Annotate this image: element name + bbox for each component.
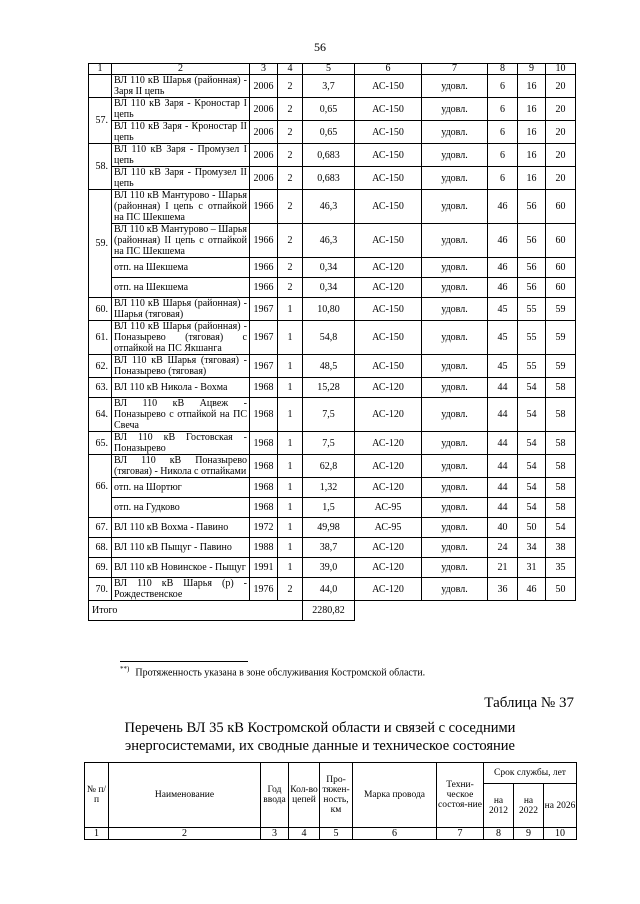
circuits-cell: 1 <box>278 355 303 378</box>
table-row <box>89 498 576 518</box>
footnote-mark: **) <box>120 665 130 673</box>
line-name-cell: ВЛ 110 кВ Заря - Кроностар I цепь <box>112 98 250 121</box>
service-2022-cell: 54 <box>518 378 546 398</box>
circuits-cell: 1 <box>278 538 303 558</box>
circuits-cell: 1 <box>278 432 303 455</box>
table-row <box>89 478 576 498</box>
length-cell: 46,3 <box>303 190 355 224</box>
header-year: Год ввода <box>261 763 289 828</box>
table-row <box>89 432 576 455</box>
header-wire: Марка провода <box>353 763 437 828</box>
year-cell: 1968 <box>250 498 278 518</box>
header-row-1 <box>85 763 577 784</box>
table-row <box>89 378 576 398</box>
length-cell: 39,0 <box>303 558 355 578</box>
circuits-cell: 1 <box>278 378 303 398</box>
table-row <box>89 190 576 224</box>
state-cell: удовл. <box>422 398 488 432</box>
wire-cell: АС-150 <box>355 167 422 190</box>
line-name-cell: отп. на Шортюг <box>112 478 250 498</box>
service-2012-cell: 44 <box>488 398 518 432</box>
service-2022-cell: 55 <box>518 321 546 355</box>
service-2022-cell: 16 <box>518 98 546 121</box>
table-row <box>89 578 576 601</box>
wire-cell: АС-120 <box>355 278 422 298</box>
line-name-cell: ВЛ 110 кВ Никола - Вохма <box>112 378 250 398</box>
service-2012-cell: 44 <box>488 432 518 455</box>
year-cell: 2006 <box>250 121 278 144</box>
length-cell: 0,34 <box>303 278 355 298</box>
length-cell: 0,65 <box>303 121 355 144</box>
row-number-cell: 67. <box>89 518 112 538</box>
wire-cell: АС-150 <box>355 321 422 355</box>
wire-cell: АС-95 <box>355 498 422 518</box>
service-2026-cell: 60 <box>546 258 576 278</box>
row-number-cell: 57. <box>89 98 112 144</box>
wire-cell: АС-120 <box>355 258 422 278</box>
service-2022-cell: 31 <box>518 558 546 578</box>
wire-cell: АС-120 <box>355 378 422 398</box>
header-service-life: Срок службы, лет <box>484 763 577 784</box>
service-2026-cell: 58 <box>546 378 576 398</box>
wire-cell: АС-120 <box>355 478 422 498</box>
table-row <box>89 258 576 278</box>
table-row <box>89 538 576 558</box>
service-2012-cell: 46 <box>488 258 518 278</box>
column-number-row <box>89 64 576 75</box>
service-2026-cell: 38 <box>546 538 576 558</box>
table-row <box>89 558 576 578</box>
service-2022-cell: 16 <box>518 167 546 190</box>
year-cell: 1976 <box>250 578 278 601</box>
state-cell: удовл. <box>422 224 488 258</box>
column-number: 1 <box>85 828 109 840</box>
service-2012-cell: 24 <box>488 538 518 558</box>
header-length: Про-тяжен-ность, км <box>320 763 353 828</box>
length-cell: 3,7 <box>303 75 355 98</box>
service-2026-cell: 20 <box>546 75 576 98</box>
year-cell: 1988 <box>250 538 278 558</box>
header-number: № п/п <box>85 763 109 828</box>
state-cell: удовл. <box>422 578 488 601</box>
line-name-cell: ВЛ 110 кВ Мантурово – Шарья (районная) II цепь с отпайкой на ПС Шекшема <box>112 224 250 258</box>
circuits-cell: 2 <box>278 98 303 121</box>
table-row <box>89 75 576 98</box>
length-cell: 7,5 <box>303 432 355 455</box>
header-circuits: Кол-во цепей <box>289 763 320 828</box>
service-2026-cell: 20 <box>546 144 576 167</box>
year-cell: 1966 <box>250 224 278 258</box>
year-cell: 1966 <box>250 190 278 224</box>
column-number: 5 <box>303 64 355 75</box>
column-number: 2 <box>109 828 261 840</box>
wire-cell: АС-150 <box>355 98 422 121</box>
year-cell: 1968 <box>250 432 278 455</box>
state-cell: удовл. <box>422 121 488 144</box>
circuits-cell: 2 <box>278 121 303 144</box>
line-name-cell: ВЛ 110 кВ Шарья (районная) - Поназырево (тяговая) с отпайкой на ПС Якшанга <box>112 321 250 355</box>
length-cell: 7,5 <box>303 398 355 432</box>
line-name-cell: ВЛ 110 кВ Мантурово - Шарья (районная) I цепь с отпайкой на ПС Шекшема <box>112 190 250 224</box>
length-cell: 48,5 <box>303 355 355 378</box>
wire-cell: АС-95 <box>355 518 422 538</box>
table-row <box>89 98 576 121</box>
column-number: 9 <box>514 828 544 840</box>
service-2026-cell: 59 <box>546 321 576 355</box>
line-name-cell: ВЛ 110 кВ Шарья (р) - Рождественское <box>112 578 250 601</box>
row-number-cell: 63. <box>89 378 112 398</box>
line-name-cell: ВЛ 110 кВ Новинское - Пыщуг <box>112 558 250 578</box>
column-number: 5 <box>320 828 353 840</box>
service-2022-cell: 16 <box>518 75 546 98</box>
table-row <box>89 455 576 478</box>
state-cell: удовл. <box>422 190 488 224</box>
line-name-cell: ВЛ 110 кВ Пыщуг - Павино <box>112 538 250 558</box>
service-2012-cell: 21 <box>488 558 518 578</box>
service-2012-cell: 6 <box>488 167 518 190</box>
line-name-cell: ВЛ 110 кВ Заря - Промузел II цепь <box>112 167 250 190</box>
length-cell: 0,683 <box>303 167 355 190</box>
line-name-cell: ВЛ 110 кВ Вохма - Павино <box>112 518 250 538</box>
service-2026-cell: 20 <box>546 98 576 121</box>
column-number: 10 <box>546 64 576 75</box>
table-row <box>89 355 576 378</box>
wire-cell: АС-150 <box>355 144 422 167</box>
service-2012-cell: 45 <box>488 298 518 321</box>
row-number-cell: 69. <box>89 558 112 578</box>
wire-cell: АС-150 <box>355 355 422 378</box>
circuits-cell: 1 <box>278 398 303 432</box>
service-2026-cell: 54 <box>546 518 576 538</box>
service-2022-cell: 54 <box>518 498 546 518</box>
table-row <box>89 321 576 355</box>
length-cell: 1,5 <box>303 498 355 518</box>
total-value: 2280,82 <box>303 601 355 621</box>
header-service-2022: на 2022 <box>514 784 544 828</box>
state-cell: удовл. <box>422 321 488 355</box>
year-cell: 1968 <box>250 398 278 432</box>
length-cell: 62,8 <box>303 455 355 478</box>
column-number: 8 <box>484 828 514 840</box>
column-number: 3 <box>261 828 289 840</box>
state-cell: удовл. <box>422 258 488 278</box>
line-name-cell: отп. на Шекшема <box>112 258 250 278</box>
row-number-cell: 62. <box>89 355 112 378</box>
service-2026-cell: 60 <box>546 190 576 224</box>
year-cell: 2006 <box>250 167 278 190</box>
table-row <box>89 167 576 190</box>
service-2022-cell: 54 <box>518 398 546 432</box>
table-row <box>89 398 576 432</box>
service-2022-cell: 46 <box>518 578 546 601</box>
service-2022-cell: 16 <box>518 144 546 167</box>
header-service-2012: на 2012 <box>484 784 514 828</box>
footnote-separator <box>120 661 248 662</box>
page-number: 56 <box>314 40 326 54</box>
state-cell: удовл. <box>422 167 488 190</box>
total-label: Итого <box>89 601 303 621</box>
year-cell: 1967 <box>250 298 278 321</box>
year-cell: 1968 <box>250 478 278 498</box>
circuits-cell: 1 <box>278 298 303 321</box>
line-name-cell: ВЛ 110 кВ Заря - Кроностар II цепь <box>112 121 250 144</box>
service-2022-cell: 56 <box>518 224 546 258</box>
service-2012-cell: 45 <box>488 321 518 355</box>
service-2022-cell: 55 <box>518 355 546 378</box>
table-row <box>89 298 576 321</box>
column-number-row <box>85 828 577 840</box>
wire-cell: АС-150 <box>355 298 422 321</box>
line-name-cell: ВЛ 110 кВ Ацвеж - Поназырево с отпайкой на ПС Свеча <box>112 398 250 432</box>
year-cell: 2006 <box>250 98 278 121</box>
year-cell: 2006 <box>250 144 278 167</box>
wire-cell: АС-120 <box>355 455 422 478</box>
state-cell: удовл. <box>422 75 488 98</box>
column-number: 4 <box>289 828 320 840</box>
length-cell: 15,28 <box>303 378 355 398</box>
row-number-cell: 66. <box>89 455 112 518</box>
length-cell: 0,683 <box>303 144 355 167</box>
table-row <box>89 224 576 258</box>
length-cell: 0,34 <box>303 258 355 278</box>
row-number-cell: 70. <box>89 578 112 601</box>
wire-cell: АС-120 <box>355 558 422 578</box>
service-2012-cell: 44 <box>488 498 518 518</box>
length-cell: 38,7 <box>303 538 355 558</box>
service-2026-cell: 59 <box>546 355 576 378</box>
column-number: 4 <box>278 64 303 75</box>
wire-cell: АС-120 <box>355 432 422 455</box>
service-2022-cell: 34 <box>518 538 546 558</box>
column-number: 10 <box>544 828 577 840</box>
service-2026-cell: 58 <box>546 398 576 432</box>
wire-cell: АС-120 <box>355 578 422 601</box>
header-service-2026: на 2026 <box>544 784 577 828</box>
wire-cell: АС-150 <box>355 224 422 258</box>
service-2012-cell: 46 <box>488 278 518 298</box>
length-cell: 1,32 <box>303 478 355 498</box>
state-cell: удовл. <box>422 538 488 558</box>
line-name-cell: ВЛ 110 кВ Шарья (районная) - Шарья (тяговая) <box>112 298 250 321</box>
service-2012-cell: 46 <box>488 224 518 258</box>
service-2012-cell: 40 <box>488 518 518 538</box>
service-2012-cell: 46 <box>488 190 518 224</box>
line-name-cell: ВЛ 110 кВ Шарья (тяговая) - Поназырево (тяговая) <box>112 355 250 378</box>
service-2026-cell: 35 <box>546 558 576 578</box>
service-2022-cell: 16 <box>518 121 546 144</box>
row-number-cell <box>89 75 112 98</box>
column-number: 6 <box>355 64 422 75</box>
lines-35kv-table-header <box>84 762 577 840</box>
row-number-cell: 64. <box>89 398 112 432</box>
service-2026-cell: 58 <box>546 498 576 518</box>
row-number-cell: 68. <box>89 538 112 558</box>
year-cell: 1967 <box>250 321 278 355</box>
table-row <box>89 278 576 298</box>
line-name-cell: ВЛ 110 кВ Гостовская - Поназырево <box>112 432 250 455</box>
year-cell: 1968 <box>250 455 278 478</box>
service-2026-cell: 20 <box>546 167 576 190</box>
service-2012-cell: 44 <box>488 478 518 498</box>
header-name: Наименование <box>109 763 261 828</box>
wire-cell: АС-120 <box>355 538 422 558</box>
state-cell: удовл. <box>422 432 488 455</box>
service-2012-cell: 6 <box>488 121 518 144</box>
row-number-cell: 61. <box>89 321 112 355</box>
service-2022-cell: 56 <box>518 190 546 224</box>
circuits-cell: 1 <box>278 478 303 498</box>
length-cell: 49,98 <box>303 518 355 538</box>
service-2022-cell: 54 <box>518 478 546 498</box>
row-number-cell: 65. <box>89 432 112 455</box>
state-cell: удовл. <box>422 98 488 121</box>
service-2026-cell: 60 <box>546 224 576 258</box>
year-cell: 1967 <box>250 355 278 378</box>
service-2022-cell: 55 <box>518 298 546 321</box>
state-cell: удовл. <box>422 355 488 378</box>
circuits-cell: 2 <box>278 75 303 98</box>
circuits-cell: 1 <box>278 321 303 355</box>
lines-110kv-table <box>88 63 576 621</box>
service-2022-cell: 56 <box>518 278 546 298</box>
table-row <box>89 144 576 167</box>
header-state: Техни-ческое состоя-ние <box>437 763 484 828</box>
circuits-cell: 1 <box>278 455 303 478</box>
wire-cell: АС-150 <box>355 190 422 224</box>
service-2012-cell: 45 <box>488 355 518 378</box>
circuits-cell: 1 <box>278 498 303 518</box>
length-cell: 0,65 <box>303 98 355 121</box>
year-cell: 2006 <box>250 75 278 98</box>
column-number: 1 <box>89 64 112 75</box>
table-row <box>89 121 576 144</box>
wire-cell: АС-120 <box>355 398 422 432</box>
year-cell: 1966 <box>250 278 278 298</box>
table-heading-line-2: энергосистемами, их сводные данные и техническое состояние <box>125 738 515 754</box>
column-number: 6 <box>353 828 437 840</box>
column-number: 7 <box>437 828 484 840</box>
service-2026-cell: 60 <box>546 278 576 298</box>
circuits-cell: 2 <box>278 258 303 278</box>
state-cell: удовл. <box>422 144 488 167</box>
service-2026-cell: 58 <box>546 432 576 455</box>
table-label: Таблица № 37 <box>484 695 574 711</box>
state-cell: удовл. <box>422 498 488 518</box>
service-2022-cell: 54 <box>518 455 546 478</box>
service-2026-cell: 50 <box>546 578 576 601</box>
footnote-text: Протяженность указана в зоне обслуживания Костромской области. <box>135 667 426 679</box>
circuits-cell: 2 <box>278 144 303 167</box>
service-2026-cell: 59 <box>546 298 576 321</box>
state-cell: удовл. <box>422 378 488 398</box>
state-cell: удовл. <box>422 558 488 578</box>
circuits-cell: 1 <box>278 518 303 538</box>
circuits-cell: 2 <box>278 167 303 190</box>
length-cell: 44,0 <box>303 578 355 601</box>
year-cell: 1966 <box>250 258 278 278</box>
line-name-cell: ВЛ 110 кВ Шарья (районная) - Заря II цепь <box>112 75 250 98</box>
circuits-cell: 1 <box>278 558 303 578</box>
service-2026-cell: 58 <box>546 455 576 478</box>
table-row <box>89 518 576 538</box>
circuits-cell: 2 <box>278 278 303 298</box>
service-2022-cell: 50 <box>518 518 546 538</box>
year-cell: 1972 <box>250 518 278 538</box>
circuits-cell: 2 <box>278 578 303 601</box>
line-name-cell: ВЛ 110 кВ Поназырево (тяговая) - Никола с отпайками <box>112 455 250 478</box>
service-2012-cell: 6 <box>488 75 518 98</box>
line-name-cell: отп. на Шекшема <box>112 278 250 298</box>
state-cell: удовл. <box>422 518 488 538</box>
row-number-cell: 60. <box>89 298 112 321</box>
circuits-cell: 2 <box>278 224 303 258</box>
state-cell: удовл. <box>422 298 488 321</box>
length-cell: 54,8 <box>303 321 355 355</box>
length-cell: 46,3 <box>303 224 355 258</box>
total-row <box>89 601 576 621</box>
row-number-cell: 58. <box>89 144 112 190</box>
total-empty <box>355 601 576 621</box>
state-cell: удовл. <box>422 455 488 478</box>
state-cell: удовл. <box>422 478 488 498</box>
column-number: 2 <box>112 64 250 75</box>
length-cell: 10,80 <box>303 298 355 321</box>
service-2012-cell: 44 <box>488 378 518 398</box>
wire-cell: АС-150 <box>355 121 422 144</box>
service-2012-cell: 6 <box>488 98 518 121</box>
footnote <box>120 665 425 678</box>
column-number: 7 <box>422 64 488 75</box>
service-2022-cell: 56 <box>518 258 546 278</box>
column-number: 9 <box>518 64 546 75</box>
circuits-cell: 2 <box>278 190 303 224</box>
year-cell: 1991 <box>250 558 278 578</box>
state-cell: удовл. <box>422 278 488 298</box>
service-2026-cell: 58 <box>546 478 576 498</box>
row-number-cell: 59. <box>89 190 112 298</box>
column-number: 3 <box>250 64 278 75</box>
service-2026-cell: 20 <box>546 121 576 144</box>
service-2012-cell: 6 <box>488 144 518 167</box>
service-2022-cell: 54 <box>518 432 546 455</box>
line-name-cell: отп. на Гудково <box>112 498 250 518</box>
line-name-cell: ВЛ 110 кВ Заря - Промузел I цепь <box>112 144 250 167</box>
table-heading-line-1: Перечень ВЛ 35 кВ Костромской области и связей с соседними <box>124 720 516 736</box>
year-cell: 1968 <box>250 378 278 398</box>
column-number: 8 <box>488 64 518 75</box>
service-2012-cell: 36 <box>488 578 518 601</box>
wire-cell: АС-150 <box>355 75 422 98</box>
service-2012-cell: 44 <box>488 455 518 478</box>
